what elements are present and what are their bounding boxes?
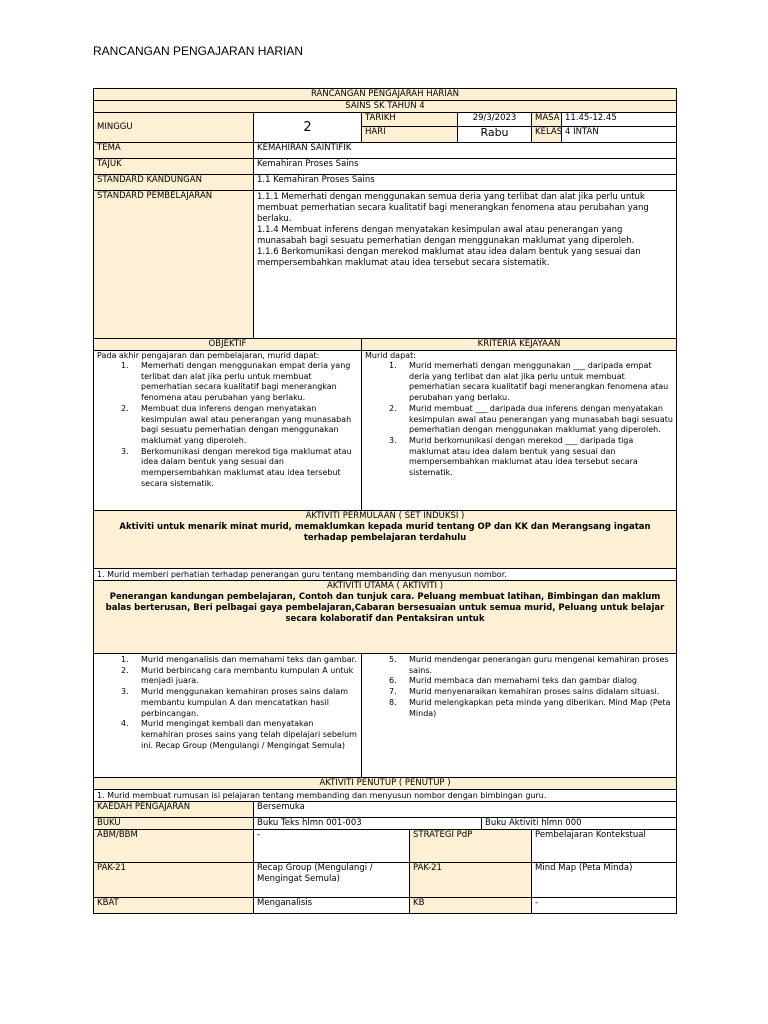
- minggu-label: MINGGU: [94, 113, 254, 143]
- abm-label: ABM/BBM: [94, 830, 254, 863]
- utama-left-list: [97, 655, 358, 751]
- list-item: 4. Murid mengingat kembali dan menyatakan kemahiran proses sains yang telah dipelajari sebelum ini. Recap Group (Mengulangi / Mengingat Semula): [121, 719, 357, 750]
- kaedah-label: KAEDAH PENGAJARAN: [94, 802, 254, 818]
- plan-subject: SAINS SK TAHUN 4: [94, 101, 677, 113]
- list-item: 6. Murid membaca dan memahami teks dan gambar dialog: [389, 676, 637, 686]
- penutup-label: AKTIVITI PENUTUP ( PENUTUP ): [94, 778, 677, 790]
- utama-right-cell: [362, 654, 677, 778]
- strategi-value: Pembelajaran Kontekstual: [532, 830, 677, 863]
- permulaan-desc: Aktiviti untuk menarik minat murid, memaklumkan kepada murid tentang OP dan KK dan Merangsang ingatan terhadap pembelajaran terdahulu: [94, 522, 677, 568]
- sp-item: 1.1.6 Berkomunikasi dengan merekod maklumat atau idea dalam bentuk yang sesuai dan mempersembahkan maklumat atau idea tersebut secara sistematik.: [257, 247, 641, 268]
- permulaan-label: AKTIVITI PERMULAAN ( SET INDUKSI ): [94, 511, 677, 523]
- abm-value: -: [254, 830, 410, 863]
- objektif-list: [97, 361, 358, 489]
- kriteria-intro: Murid dapat:: [365, 351, 416, 360]
- kelas-value: 4 INTAN: [562, 127, 677, 143]
- utama-label: AKTIVITI UTAMA ( AKTIVITI ): [94, 580, 677, 592]
- list-item: 2. Murid berbincang cara membantu kumpulan A untuk menjadi juara.: [121, 665, 354, 686]
- sp-item: 1.1.4 Membuat inferens dengan menyatakan kesimpulan awal atau penerangan yang munasabah bagi sesuatu pemerhatian dengan menggunakan maklumat yang diperoleh.: [257, 225, 635, 246]
- pak-value-1: Recap Group (Mengulangi / Mengingat Semula): [254, 863, 410, 898]
- strategi-label: STRATEGI PdP: [410, 830, 532, 863]
- list-item: 1. Murid memerhati dengan menggunakan ___ daripada empat deria yang terlibat dan alat jika perlu untuk membuat pemerhatian secara kualitatif bagi menerangkan fenomena atau perubahan yang berlaku.: [389, 361, 669, 403]
- list-item: 3. Murid berkomunikasi dengan merekod ___ daripada tiga maklumat atau idea dalam bentuk yang sesuai dan mempersembahkan maklumat atau idea tersebut secara sistematik.: [389, 435, 638, 478]
- buku-teks: Buku Teks hlmn 001-003: [254, 818, 482, 830]
- sk-label: STANDARD KANDUNGAN: [94, 175, 254, 191]
- pak-label: PAK-21: [94, 863, 254, 898]
- list-item: 3. Murid menggunakan kemahiran proses sains dalam membantu kumpulan A dan mencatatkan hasil perbincangan.: [121, 687, 349, 718]
- buku-aktiviti: Buku Aktiviti hlmn 000: [482, 818, 677, 830]
- tajuk-label: TAJUK: [94, 159, 254, 175]
- permulaan-item: 1. Murid memberi perhatian terhadap penerangan guru tentang membanding dan menyusun nombor.: [94, 568, 677, 580]
- kriteria-list: [365, 361, 673, 479]
- pak-value-2: Mind Map (Peta Minda): [532, 863, 677, 898]
- lesson-plan-table: [93, 88, 677, 914]
- kelas-label: KELAS: [532, 127, 562, 143]
- objektif-label: OBJEKTIF: [94, 339, 362, 351]
- masa-value: 11.45-12.45: [562, 113, 677, 127]
- tarikh-value: 29/3/2023: [458, 113, 532, 127]
- tajuk-value: Kemahiran Proses Sains: [254, 159, 677, 175]
- penutup-item: 1. Murid membuat rumusan isi pelajaran tentang membanding dan menyusun nombor dengan bimbingan guru.: [94, 790, 677, 802]
- tema-value: KEMAHIRAN SAINTIFIK: [254, 143, 677, 159]
- kriteria-cell: [362, 351, 677, 511]
- utama-left-cell: [94, 654, 362, 778]
- list-item: 2. Murid membuat ___ daripada dua inferens dengan menyatakan kesimpulan awal atau penerangan yang munasabah bagi sesuatu pemerhatian dengan menggunakan maklumat yang diperoleh.: [389, 403, 673, 435]
- objektif-cell: [94, 351, 362, 511]
- kriteria-label: KRITERIA KEJAYAAN: [362, 339, 677, 351]
- sp-item: 1.1.1 Memerhati dengan menggunakan semua deria yang terlibat dan alat jika perlu untuk membuat pemerhatian secara kualitatif bagi menerangkan fenomena atau perubahan yang berlaku.: [257, 192, 649, 224]
- utama-desc: Penerangan kandungan pembelajaran, Contoh dan tunjuk cara. Peluang membuat latihan, Bimbingan dan maklum balas berterusan, Beri pelbagai gaya pembelajaran,Cabaran bersesuaian untuk semua murid, Peluang untuk belajar secara kolaboratif dan Pentaksiran untuk: [94, 592, 677, 654]
- list-item: 7. Murid menyenaraikan kemahiran proses sains didalam situasi.: [389, 687, 660, 697]
- hari-label: HARI: [362, 127, 458, 143]
- kb-value: -: [532, 898, 677, 914]
- sk-value: 1.1 Kemahiran Proses Sains: [254, 175, 677, 191]
- kb-label: KB: [410, 898, 532, 914]
- sp-value: [254, 191, 677, 339]
- objektif-intro: Pada akhir pengajaran dan pembelajaran, murid dapat:: [97, 351, 320, 360]
- kbat-value: Menganalisis: [254, 898, 410, 914]
- masa-label: MASA: [532, 113, 562, 127]
- list-item: 2. Membuat dua inferens dengan menyatakan kesimpulan awal atau penerangan yang munasabah bagi sesuatu pemerhatian dengan menggunakan maklumat yang diperoleh.: [121, 403, 352, 445]
- tema-label: TEMA: [94, 143, 254, 159]
- kaedah-value: Bersemuka: [254, 802, 677, 818]
- list-item: 5. Murid mendengar penerangan guru mengenai kemahiran proses sains.: [389, 655, 669, 675]
- list-item: 1. Memerhati dengan menggunakan empat deria yang terlibat dan alat jika perlu untuk membuat pemerhatian secara kualitatif bagi menerangkan fenomena atau perubahan yang berlaku.: [121, 361, 351, 403]
- page-title: RANCANGAN PENGAJARAN HARIAN: [93, 44, 304, 58]
- list-item: 8. Murid melengkapkan peta minda yang diberikan. Mind Map (Peta Minda): [389, 697, 671, 718]
- sp-label: STANDARD PEMBELAJARAN: [94, 191, 254, 339]
- hari-value: Rabu: [458, 127, 532, 143]
- pak-label-2: PAK-21: [410, 863, 532, 898]
- kbat-label: KBAT: [94, 898, 254, 914]
- list-item: 1. Murid menganalisis dan memahami teks dan gambar.: [121, 655, 357, 664]
- buku-label: BUKU: [94, 818, 254, 830]
- minggu-value: 2: [254, 113, 362, 143]
- utama-right-list: [365, 655, 673, 719]
- plan-header-title: RANCANGAN PENGAJARAH HARIAN: [94, 89, 677, 101]
- list-item: 3. Berkomunikasi dengan merekod tiga maklumat atau idea dalam bentuk yang sesuai dan mempersembahkan maklumat atau idea tersebut secara sistematik.: [121, 446, 352, 488]
- tarikh-label: TARIKH: [362, 113, 458, 127]
